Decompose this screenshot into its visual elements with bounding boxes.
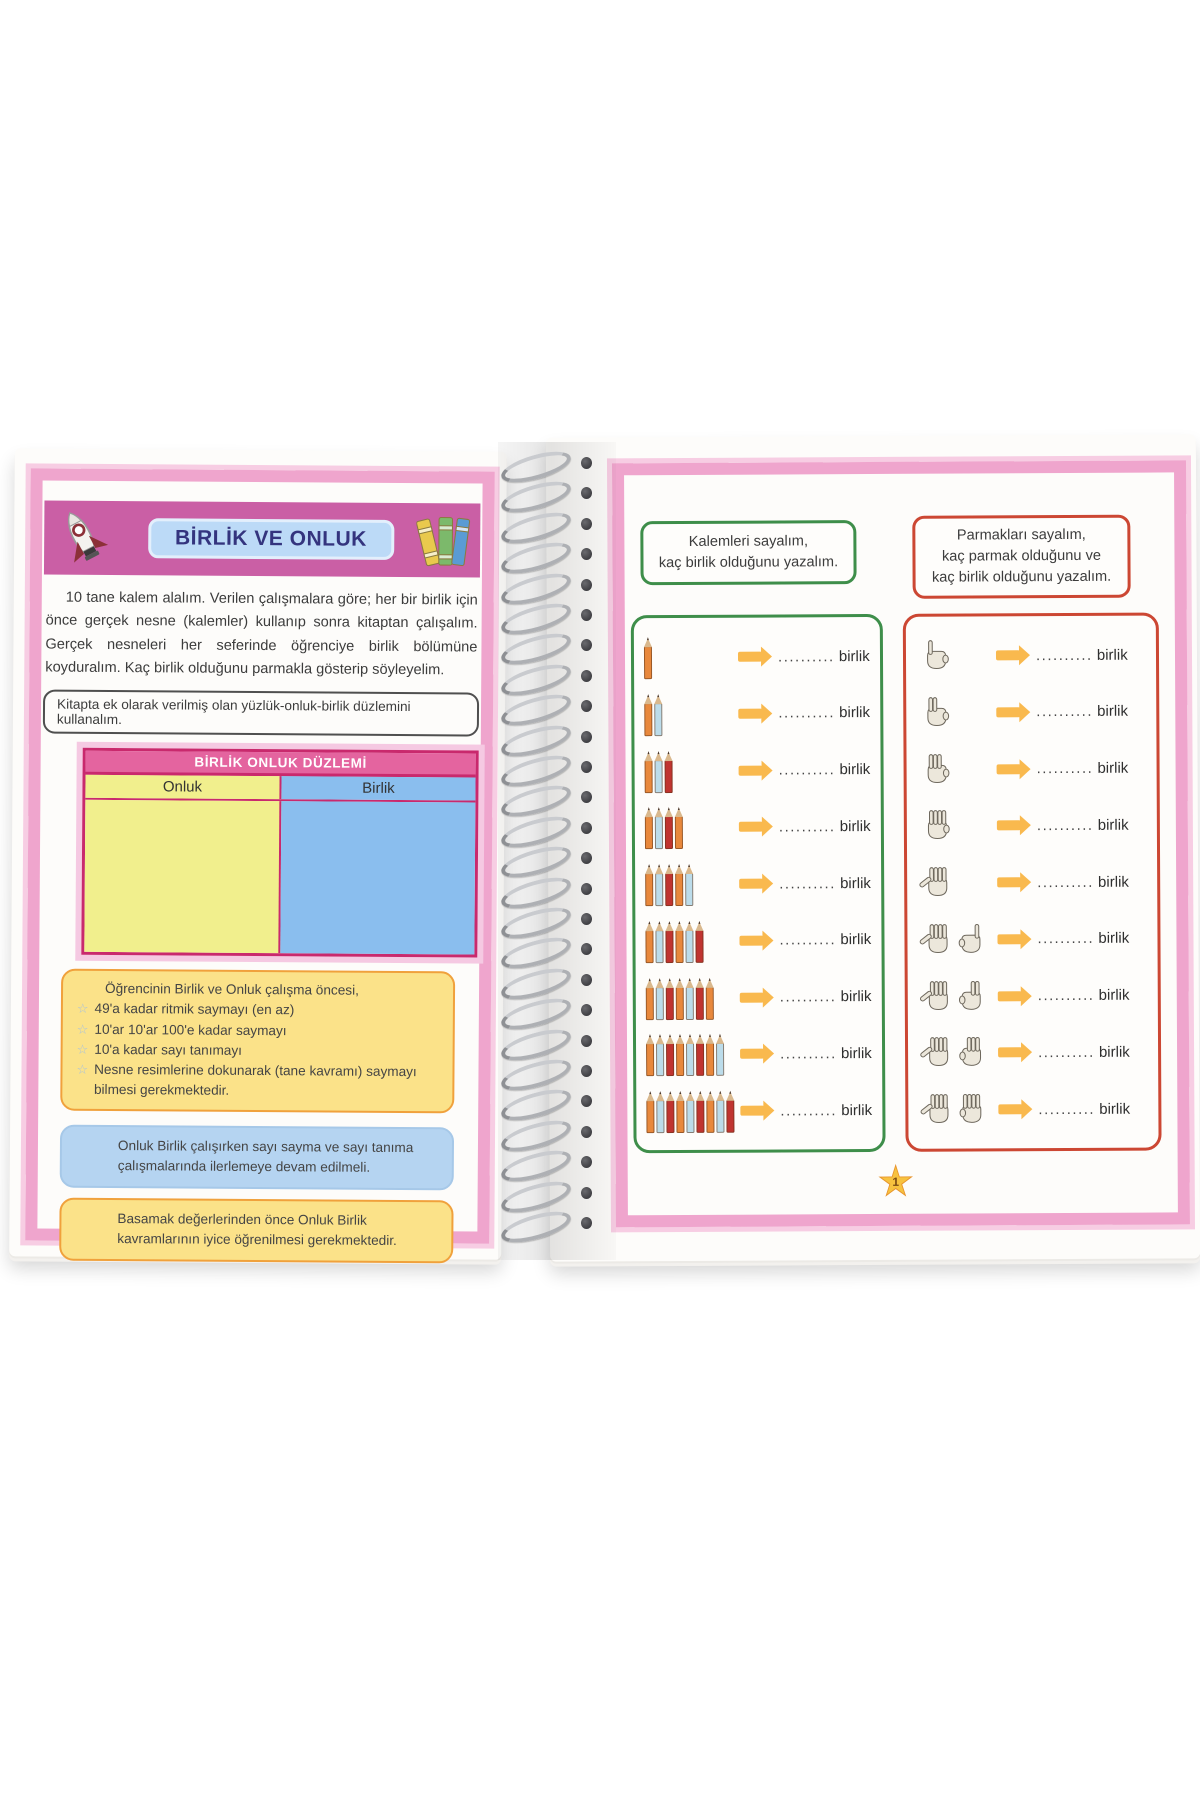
pencil-icon: [706, 986, 714, 1019]
table-cell-onluk: [84, 800, 281, 953]
pencil-icon: [685, 930, 693, 963]
pencil-icon: [655, 873, 663, 906]
finger-row: [918, 1082, 1152, 1137]
hand-group: [916, 634, 996, 676]
pencil-icon: [695, 930, 703, 963]
callout-prerequisites: [60, 969, 455, 1113]
pencil-icon: [696, 1043, 704, 1076]
finger-row: [916, 628, 1150, 683]
hand-group: [918, 975, 998, 1017]
arrow-icon: [997, 877, 1021, 887]
pencil-icon: [696, 986, 704, 1019]
arrow-icon: [996, 650, 1020, 660]
finger-row: [918, 968, 1152, 1023]
rocket-icon: [50, 505, 114, 569]
hand-icon: [956, 1088, 992, 1130]
page-title: BİRLİK VE ONLUK: [148, 518, 394, 560]
answer-label: birlik: [1094, 929, 1130, 948]
pencil-group: [646, 1089, 740, 1133]
answer-label: birlik: [837, 1101, 873, 1119]
finger-row: [917, 798, 1151, 853]
star-page-badge: [878, 1164, 914, 1200]
answer-blank: ..........: [779, 988, 837, 1006]
pencil-group: [645, 862, 739, 906]
pencil-icon: [665, 816, 673, 849]
table-header-onluk: Onluk: [85, 775, 281, 799]
answer: [1037, 873, 1129, 890]
bullet-text: 10'a kadar sayı tanımayı: [94, 1041, 243, 1058]
answer-label: birlik: [834, 704, 871, 722]
hand-icon: [916, 635, 952, 677]
arrow-icon: [739, 822, 763, 832]
hand-group: [916, 748, 996, 790]
answer-blank: ..........: [1038, 1100, 1096, 1118]
pencil-icon: [646, 987, 654, 1020]
answer: [1036, 703, 1128, 720]
arrow-icon: [997, 764, 1021, 774]
hand-group: [916, 691, 996, 733]
header-band: [44, 501, 481, 578]
pencil-icon: [686, 986, 694, 1019]
answer-label: birlik: [1093, 759, 1129, 777]
pencil-icon: [646, 1043, 654, 1076]
pencil-icon: [706, 1100, 714, 1133]
callout-place-value: Basamak değerlerinden önce Onluk Birlik kavramlarının iyice öğrenilmesi gerekmektedir.: [59, 1198, 453, 1264]
pencil-icon: [665, 873, 673, 906]
left-page: [9, 448, 507, 1259]
bullet-item: [77, 999, 441, 1022]
answer-label: birlik: [1095, 1100, 1131, 1118]
answer-blank: ..........: [778, 817, 836, 836]
hand-icon: [918, 1089, 954, 1131]
pencil-icon: [645, 873, 653, 906]
callout-prerequisites-intro: Öğrencinin Birlik ve Onluk çalışma öncesi,: [105, 981, 359, 999]
pencil-row: [644, 629, 874, 684]
hand-icon: [916, 691, 952, 733]
answer: [779, 761, 871, 778]
answer: [1036, 646, 1128, 663]
pencil-group: [644, 748, 738, 792]
pencil-instruction-line: Kalemleri sayalım,: [688, 533, 809, 550]
pencil-group: [645, 918, 739, 962]
answer: [778, 648, 870, 665]
note-box: Kitapta ek olarak verilmiş olan yüzlük-onluk-birlik düzlemini kullanalım.: [43, 690, 479, 737]
finger-instruction-line: kaç birlik olduğunu yazalım.: [931, 569, 1112, 587]
arrow-icon: [998, 1104, 1022, 1114]
answer-label: birlik: [834, 647, 870, 665]
answer: [1037, 816, 1129, 833]
arrow-icon: [998, 991, 1022, 1001]
hand-icon: [917, 918, 953, 960]
table-title: BİRLİK ONLUK DÜZLEMİ: [86, 751, 476, 778]
pencil-icon: [676, 986, 684, 1019]
answer: [780, 988, 872, 1005]
pencil-instruction-line: kaç birlik olduğunu yazalım.: [658, 554, 839, 572]
finger-row: [917, 911, 1151, 966]
hand-icon: [955, 918, 991, 960]
pencil-icon: [726, 1100, 734, 1133]
pencil-icon: [716, 1100, 724, 1133]
bullet-item: [77, 1019, 441, 1042]
pencil-icon: [645, 930, 653, 963]
pencil-icon: [675, 873, 683, 906]
answer-label: birlik: [1093, 873, 1129, 891]
intro-paragraph: 10 tane kalem alalım. Verilen çalışmalara göre; her bir birlik için önce gerçek nesne (kalemler) kullanıp sonra kitaptan çalışalım. Gerçek nesneleri her seferinde öğrenciye birlik bölümüne koyduralım. Kaç birlik olduğunu parmakla gösterip söyleyelim.: [45, 589, 478, 679]
pencil-icon: [646, 1100, 654, 1133]
answer-blank: ..........: [1036, 816, 1094, 834]
pencil-icon: [686, 1100, 694, 1133]
bullet-item: [76, 1060, 440, 1103]
bullet-text: Nesne resimlerine dokunarak (tane kavramı) saymayı bilmesi gerekmektedir.: [93, 1061, 417, 1098]
pencil-group: [645, 805, 739, 849]
finger-row: [917, 855, 1151, 910]
table-header-birlik: Birlik: [281, 777, 475, 801]
finger-instruction-box: [912, 515, 1130, 600]
hand-group: [917, 805, 997, 847]
arrow-icon: [740, 1106, 764, 1116]
answer-blank: ..........: [777, 647, 835, 665]
arrow-icon: [998, 1047, 1022, 1057]
finger-exercise-box: [903, 613, 1162, 1152]
hand-group: [917, 861, 997, 903]
answer-blank: ..........: [1037, 986, 1095, 1005]
finger-instruction-line: Parmakları sayalım,: [956, 526, 1086, 544]
arrow-icon: [997, 820, 1021, 830]
pencil-icon: [696, 1100, 704, 1133]
answer: [1038, 1043, 1130, 1060]
answer-label: birlik: [1094, 1043, 1130, 1061]
pencil-row: [646, 969, 876, 1024]
pencil-group: [644, 635, 738, 679]
answer-label: birlik: [836, 1044, 872, 1062]
answer: [1037, 760, 1129, 777]
answer-label: birlik: [835, 874, 871, 892]
pencil-row: [646, 1026, 876, 1081]
hand-icon: [916, 748, 952, 790]
arrow-icon: [738, 652, 762, 662]
answer-blank: ..........: [778, 761, 836, 779]
finger-instruction-line: kaç parmak olduğunu ve: [941, 547, 1102, 565]
answer-blank: ..........: [1036, 703, 1094, 721]
arrow-icon: [738, 708, 762, 718]
pencil-icon: [686, 1043, 694, 1076]
arrow-icon: [997, 934, 1021, 944]
hand-icon: [917, 805, 953, 847]
table-header-row: [85, 775, 475, 803]
hand-group: [918, 1032, 998, 1074]
star-bullet-icon: ☆: [76, 1021, 89, 1037]
bullet-text: 49'a kadar ritmik saymayı (en az): [94, 1001, 295, 1018]
answer-label: birlik: [1094, 986, 1130, 1004]
answer: [780, 1045, 872, 1062]
pencil-exercise-box: [631, 614, 886, 1153]
hand-group: [917, 918, 997, 960]
arrow-icon: [739, 935, 763, 945]
table-cell-birlik: [280, 802, 475, 955]
pencil-row: [645, 856, 875, 911]
answer-blank: ..........: [1037, 873, 1094, 891]
answer-blank: ..........: [780, 1044, 837, 1063]
pencil-icon: [716, 1043, 724, 1076]
answer-label: birlik: [836, 931, 872, 949]
answer-blank: ..........: [779, 931, 837, 949]
answer: [1037, 930, 1129, 947]
pencil-icon: [654, 703, 662, 736]
star-bullet-icon: ☆: [76, 1041, 89, 1057]
bullet-text: 10'ar 10'ar 100'e kadar saymayı: [94, 1021, 287, 1038]
answer: [779, 818, 871, 835]
pencil-icon: [676, 1100, 684, 1133]
table-body-row: [84, 800, 475, 955]
hand-icon: [918, 1032, 954, 1074]
finger-row: [916, 741, 1150, 796]
pencil-icon: [666, 1100, 674, 1133]
pencil-icon: [665, 760, 673, 793]
answer-label: birlik: [1093, 816, 1129, 834]
pencil-icon: [706, 1043, 714, 1076]
hand-icon: [918, 975, 954, 1017]
answer: [780, 1102, 872, 1119]
answer-blank: ..........: [778, 704, 836, 722]
pencil-group: [644, 691, 738, 735]
star-bullet-icon: ☆: [76, 1061, 89, 1077]
pencil-row: [645, 913, 875, 968]
hand-icon: [956, 1032, 992, 1074]
answer-label: birlik: [835, 761, 871, 779]
pencil-group: [646, 975, 740, 1019]
answer-label: birlik: [1092, 646, 1128, 664]
pencil-icon: [645, 760, 653, 793]
pencil-icon: [675, 816, 683, 849]
pencil-icon: [685, 873, 693, 906]
page-number: 1: [892, 1174, 900, 1189]
pencil-row: [644, 742, 874, 797]
answer-blank: ..........: [1037, 930, 1095, 948]
pencil-icon: [655, 930, 663, 963]
pencil-icon: [645, 816, 653, 849]
pencil-icon: [644, 646, 652, 679]
pencil-icon: [675, 930, 683, 963]
pencil-icon: [644, 703, 652, 736]
arrow-icon: [739, 879, 763, 889]
star-bullet-icon: ☆: [76, 1001, 89, 1017]
bullet-item: [77, 1039, 441, 1062]
finger-row: [918, 1025, 1152, 1080]
pencil-icon: [655, 760, 663, 793]
hand-icon: [917, 862, 953, 904]
answer: [778, 704, 870, 721]
pencil-icon: [666, 1043, 674, 1076]
answer-label: birlik: [836, 988, 872, 1006]
pencil-icon: [655, 816, 663, 849]
finger-rows: [916, 628, 1153, 1137]
pencil-rows: [644, 629, 877, 1138]
answer-blank: ..........: [1038, 1043, 1095, 1061]
answer: [779, 875, 871, 892]
pencil-icon: [676, 1043, 684, 1076]
answer-blank: ..........: [1036, 759, 1094, 778]
pencil-icon: [656, 987, 664, 1020]
right-page: [546, 434, 1200, 1261]
arrow-icon: [996, 707, 1020, 717]
books-icon: [416, 509, 478, 571]
pencil-row: [645, 799, 875, 854]
callout-progress: Onluk Birlik çalışırken sayı sayma ve sayı tanıma çalışmalarında ilerlemeye devam edilmeli.: [60, 1125, 454, 1191]
pencil-icon: [656, 1100, 664, 1133]
pencil-icon: [665, 930, 673, 963]
right-page-content: [630, 484, 1168, 1217]
answer-label: birlik: [835, 817, 871, 835]
left-page-content: [39, 483, 480, 1249]
answer-label: birlik: [1092, 702, 1129, 721]
pencil-row: [644, 686, 874, 741]
answer: [779, 931, 871, 948]
pencil-icon: [656, 1043, 664, 1076]
arrow-icon: [740, 992, 764, 1002]
arrow-icon: [740, 1049, 764, 1059]
hand-icon: [956, 975, 992, 1017]
finger-row: [916, 684, 1150, 739]
pencil-icon: [666, 987, 674, 1020]
answer: [1038, 1100, 1130, 1117]
hand-group: [918, 1088, 998, 1130]
pencil-row: [646, 1083, 876, 1138]
birlik-onluk-table: [81, 748, 478, 958]
answer-blank: ..........: [780, 1101, 838, 1119]
pencil-group: [646, 1032, 740, 1076]
pencil-instruction-box: [640, 520, 856, 585]
answer-blank: ..........: [779, 874, 836, 892]
arrow-icon: [739, 765, 763, 775]
answer: [1038, 987, 1130, 1004]
answer-blank: ..........: [1035, 646, 1093, 664]
